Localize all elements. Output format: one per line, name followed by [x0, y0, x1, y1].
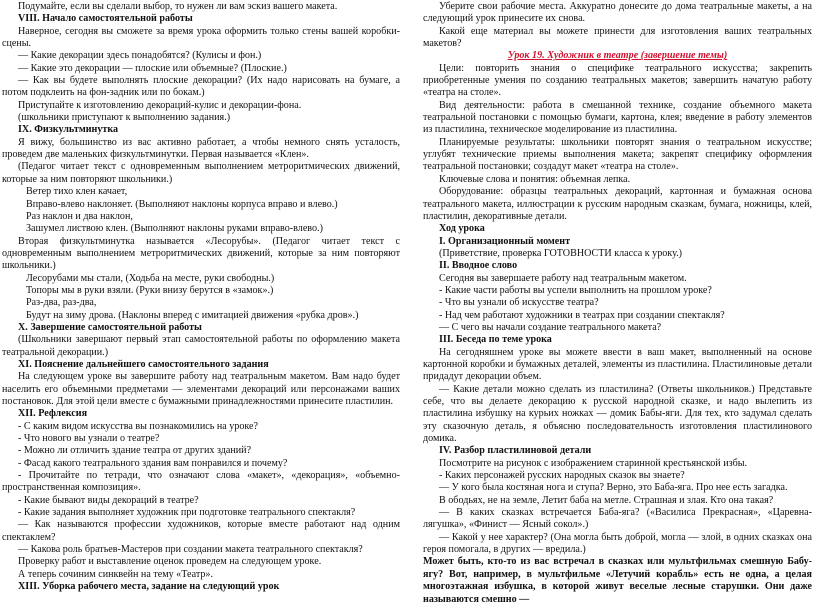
paragraph: А теперь сочиним синквейн на тему «Театр».	[18, 568, 213, 580]
left-column	[2, 1, 400, 594]
right-column	[423, 1, 812, 606]
paragraph: Вторая физкультминутка называется «Лесорубы». (Педагог читает текст с одновременным выполнением метроритмических движений, которые за ним повторяют школьники.)	[2, 235, 400, 272]
key-words: Ключевые слова и понятия: объемная лепка.	[439, 173, 631, 185]
question: - Какие задания выполняет художник при подготовке театрального спектакля?	[18, 507, 356, 519]
paragraph: (школьники приступают к выполнению задания.)	[18, 112, 231, 124]
question: — Какие декорации здесь понадобятся? (Кулисы и фон.)	[18, 50, 262, 62]
question: — Какова роль братьев-Мастеров при создании макета театрального спектакля?	[18, 544, 363, 556]
question: - Прочитайте по тетради, что означают слова «макет», «декорация», «объемно-пространственная композиция».	[2, 470, 400, 494]
section-heading: III. Беседа по теме урока	[439, 334, 552, 346]
paragraph: Наверное, сегодня вы сможете за время урока оформить только стены вашей коробки-сцены.	[2, 25, 400, 50]
question: - Какие части работы вы успели выполнить на прошлом уроке?	[439, 284, 712, 296]
question: — В каких сказках встречается Баба-яга? («Василиса Прекрасная», «Царевна-лягушка», «Финист — Ясный сокол».)	[423, 507, 812, 531]
paragraph: Может быть, кто-то из вас встречал в сказках или мультфильмах смешную Бабу-ягу? Вот, например, в мультфильме «Летучий корабль» есть не одна, а целая многоэтажная избушка, в которой живут веселые лесные старушки. Они даже называются смешно —	[423, 556, 812, 605]
section-heading: II. Вводное слово	[439, 260, 518, 272]
poem-line: Топоры мы в руки взяли. (Руки внизу берутся в «замок».)	[26, 284, 274, 296]
riddle: В ободьях, не на земле, Летит баба на метле. Страшная и злая. Кто она такая?	[439, 494, 774, 506]
question: - Над чем работают художники в театрах при создании спектакля?	[439, 309, 725, 321]
question: - Можно ли отличить здание театра от других зданий?	[18, 445, 252, 457]
equipment: Оборудование: образцы театральных декораций, картонная и бумажная основа театрального макета, иллюстрации к русским народным сказкам, бумага, ножницы, клей, пластилин, декоративные детали.	[423, 186, 812, 222]
paragraph: Подумайте, если вы сделали выбор, то нужен ли вам эскиз вашего макета.	[18, 1, 338, 12]
paragraph: (Приветствие, проверка ГОТОВНОСТИ класса к уроку.)	[439, 247, 682, 259]
activity-type: Вид деятельности: работа в смешанной технике, создание объемного макета театральной постановки с помощью бумаги, картона, клея; введение в работу элементов из пластилина, техническое моделирование из пластилина.	[423, 99, 812, 136]
paragraph: Я вижу, большинство из вас активно работает, а чтобы немного снять усталость, проведем две маленьких физкультминутки. Первая называется «Клен».	[2, 136, 400, 161]
paragraph: Проверку работ и выставление оценок проведем на следующем уроке.	[18, 556, 322, 568]
paragraph: Приступайте к изготовлению декораций-кулис и декорации-фона.	[18, 99, 302, 111]
section-heading: VIII. Начало самостоятельной работы	[18, 13, 193, 25]
section-heading: XII. Рефлексия	[18, 408, 88, 420]
paragraph: — Какие детали можно сделать из пластилина? (Ответы школьников.) Представьте себе, что вы делаете декорацию к русской народной сказке, и надо вылепить из пластилина избушку на курьих ножках — домик Бабы-яги. Для тех, кто задумал сделать эту сказочную деталь, я объясню последовательность изготовления пластилинового домика.	[423, 383, 812, 445]
poem-line: Ветер тихо клен качает,	[26, 186, 128, 198]
section-heading: X. Завершение самостоятельной работы	[18, 321, 202, 333]
paragraph: Посмотрите на рисунок с изображением старинной крестьянской избы.	[439, 457, 748, 469]
paragraph: Уберите свои рабочие места. Аккуратно донесите до дома театральные макеты, а на следующий урок принесите их снова.	[423, 1, 812, 25]
poem-line: Лесорубами мы стали, (Ходьба на месте, руки свободны.)	[26, 272, 275, 284]
question: — Какие это декорации — плоские или объемные? (Плоские.)	[18, 62, 287, 74]
section-heading: XIII. Уборка рабочего места, задание на следующий урок	[18, 581, 280, 593]
poem-line: Будут на зиму дрова. (Наклоны вперед с имитацией движения «рубка дров».)	[26, 309, 359, 321]
question: - Фасад какого театрального здания вам понравился и почему?	[18, 457, 288, 469]
planned-results: Планируемые результаты: школьники повторят знания о театральном искусстве; углубят технические приемы выполнения макета; закрепят специфику оформления театральной постановки; создадут макет «театра на столе».	[423, 136, 812, 173]
section-heading: Ход урока	[439, 223, 485, 235]
question: — С чего вы начали создание театрального макета?	[439, 321, 662, 333]
poem-line: Зашумел листвою клен. (Выполняют наклоны руками вправо-влево.)	[26, 223, 323, 235]
poem-line: Вправо-влево наклоняет. (Выполняют наклоны корпуса вправо и влево.)	[26, 198, 338, 210]
question: — Какой у нее характер? (Она могла быть доброй, могла — злой, в одних сказках она героя помогала, в других — вредила.)	[423, 531, 812, 556]
question: - Что нового вы узнали о театре?	[18, 433, 160, 445]
section-heading: XI. Пояснение дальнейшего самостоятельного задания	[18, 358, 269, 370]
question: - Что вы узнали об искусстве театра?	[439, 297, 599, 309]
lesson-title: Урок 19. Художник в театре (завершение темы)	[507, 50, 728, 62]
section-heading: IV. Разбор пластилиновой детали	[439, 445, 592, 457]
paragraph: (Школьники завершают первый этап самостоятельной работы по оформлению макета театральной декорации.)	[2, 334, 400, 358]
question: — Как называются профессии художников, которые вместе работают над одним спектаклем?	[2, 519, 400, 543]
paragraph: На сегодняшнем уроке вы можете ввести в ваш макет, выполненный на основе картонной коробки и бумажных деталей, элементы из пластилина. Пластилиновые детали придадут декорации объем.	[423, 346, 812, 383]
question: - С каким видом искусства вы познакомились на уроке?	[18, 420, 258, 432]
paragraph: Сегодня вы завершаете работу над театральным макетом.	[439, 272, 687, 284]
poem-line: Раз-два, раз-два,	[26, 297, 97, 309]
question: — У кого была костяная нога и ступа? Верно, это Баба-яга. Про нее есть загадка.	[439, 482, 788, 494]
lesson-goals: Цели: повторить знания о специфике театрального искусства; закрепить приобретенные умения по созданию театральных макетов; завершить начатую работу «театра на столе».	[423, 62, 812, 99]
question: - Какие бывают виды декораций в театре?	[18, 494, 199, 506]
section-heading: IX. Физкультминутка	[18, 124, 119, 136]
question: - Каких персонажей русских народных сказок вы знаете?	[439, 470, 685, 482]
question: — Как вы будете выполнять плоские декорации? (Их надо нарисовать на бумаге, а потом подклеить на фон-задник или по бокам.)	[2, 75, 400, 99]
paragraph: Какой еще материал вы можете принести для изготовления ваших театральных макетов?	[423, 25, 812, 50]
paragraph: (Педагог читает текст с одновременным выполнением метроритмических движений, которые за ним повторяют школьники.)	[2, 161, 400, 185]
section-heading: I. Организационный момент	[439, 235, 571, 247]
poem-line: Раз наклон и два наклон,	[26, 210, 133, 222]
paragraph: На следующем уроке вы завершите работу над театральным макетом. Вам надо будет населить его объемными предметами — элементами декораций или персонажами ваших постановок. Для этой цели вместе с бумажными принадлежностями принесите пластилин.	[2, 371, 400, 407]
